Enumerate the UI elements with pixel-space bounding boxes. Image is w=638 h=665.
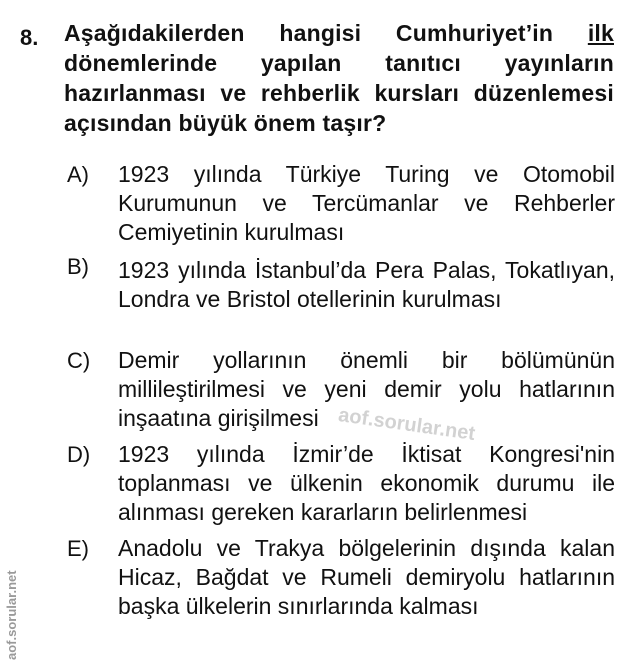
question-number: 8. xyxy=(20,25,39,50)
option-letter: D) xyxy=(67,442,91,467)
option-text: 1923 yılında İstanbul’da Pera Palas, Tokatlıyan, Londra ve Bristol otellerinin kurulması xyxy=(118,257,615,312)
option-text: 1923 yılında İzmir’de İktisat Kongresi'nin toplanması ve ülkenin ekonomik durumu ile alınması gereken kararların belirlenmesi xyxy=(118,441,615,525)
option-letter: A) xyxy=(67,162,89,187)
watermark-center: aof.sorular.net xyxy=(336,404,477,445)
option-letter: C) xyxy=(67,348,91,373)
option-letter: B) xyxy=(67,254,89,279)
option-letter: E) xyxy=(67,536,89,561)
option-text: 1923 yılında Türkiye Turing ve Otomobil Kurumunun ve Tercümanlar ve Rehberler Cemiyetinin kurulması xyxy=(118,161,615,245)
question-text xyxy=(64,18,614,138)
question-text-underlined: ilk xyxy=(587,20,614,46)
watermark-side: aof.sorular.net xyxy=(4,570,19,660)
question-text-before: Aşağıdakilerden hangisi Cumhuriyet’in xyxy=(64,20,588,46)
question-text-after: dönemlerinde yapılan tanıtıcı yayınların hazırlanması ve rehberlik kursları düzenlemesi açısından büyük önem taşır? xyxy=(64,50,614,136)
option-text: Anadolu ve Trakya bölgelerinin dışında kalan Hicaz, Bağdat ve Rumeli demiryolu hatlarının başka ülkelerin sınırlarında kalması xyxy=(118,535,615,619)
option-text: Demir yollarının önemli bir bölümünün millileştirilmesi ve yeni demir yolu hatlarının inşaatına girişilmesi xyxy=(118,347,615,431)
